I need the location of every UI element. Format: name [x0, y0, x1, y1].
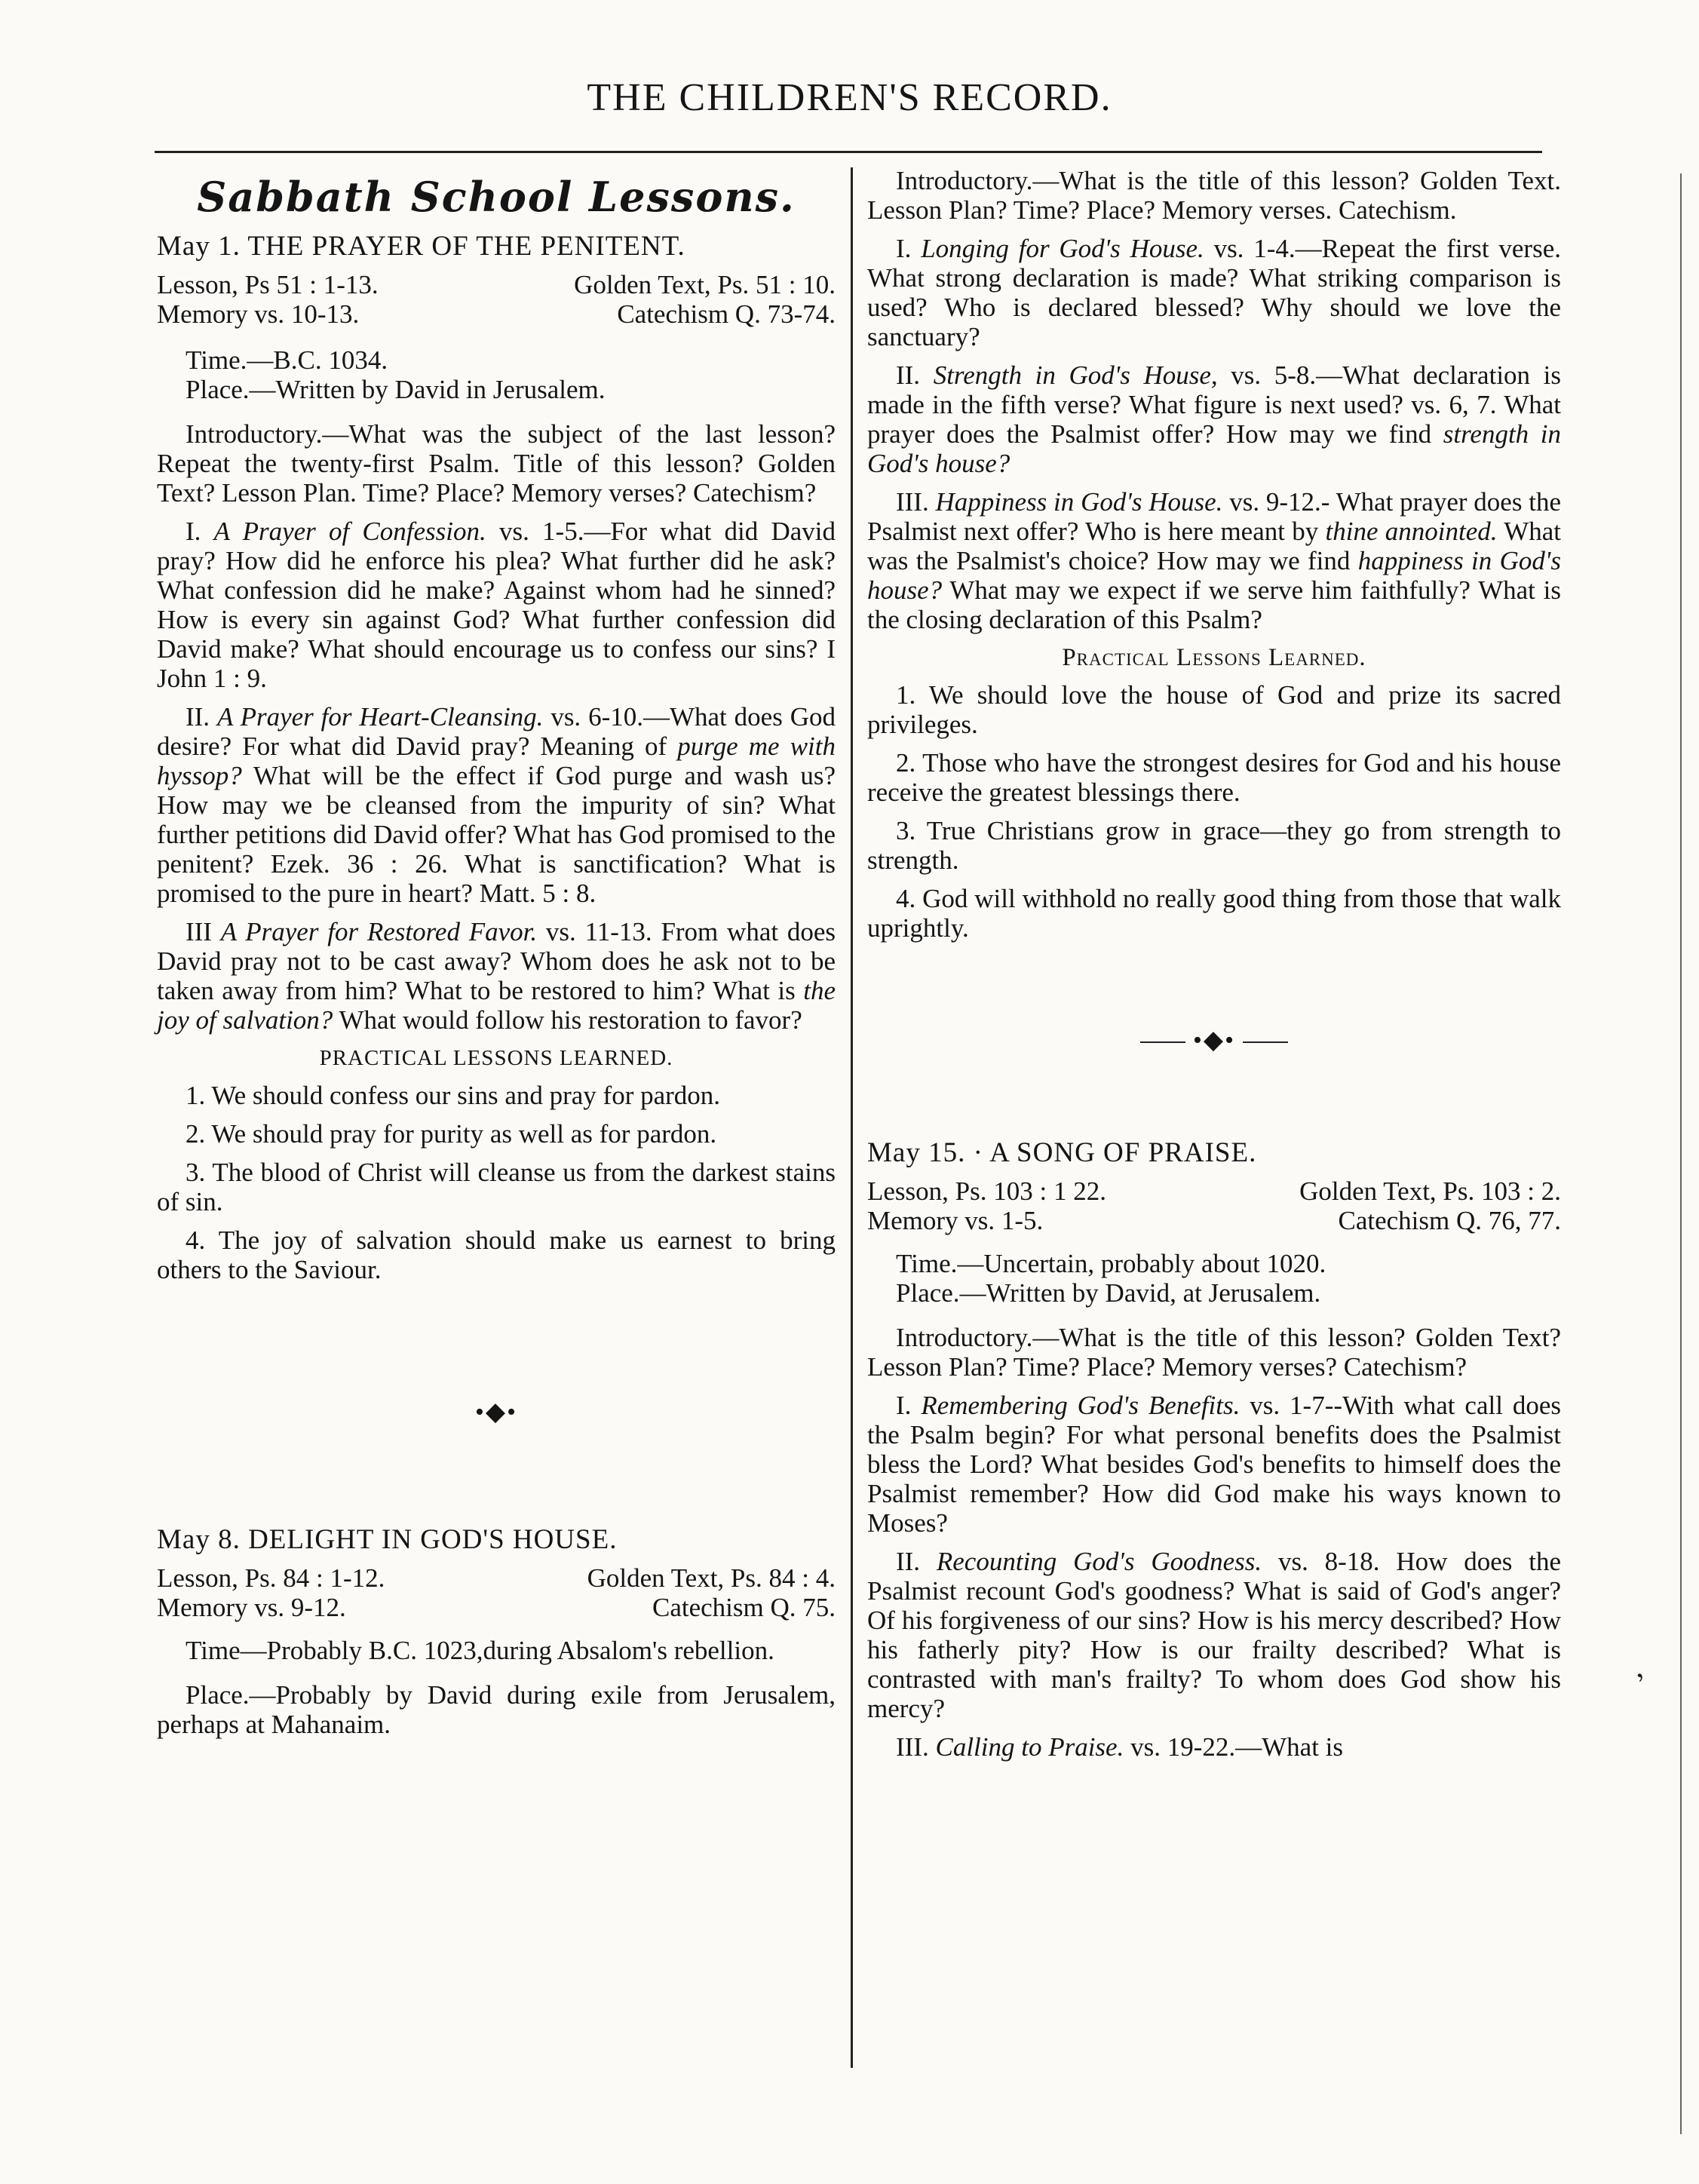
lesson-place: Place.—Written by David in Jerusalem. [186, 375, 606, 404]
lesson-introductory: Introductory.—What was the subject of the last lesson? Repeat the twenty-first Psalm. Title of this lesson? Golden Text? Lesson Plan. Time? Place? Memory verses? Catechism? [157, 419, 836, 508]
lesson-date: May 15. · [867, 1137, 983, 1168]
section-text: vs. 8-18. How does the Psalmist recount God's goodness? What is said of God's anger? Of his forgiveness of our sins? How is his mercy described? How his fatherly pity? How is our frailty described? What is contrasted with man's frailty? To whom does God show his mercy? [867, 1547, 1561, 1723]
section-title-italic: Recounting God's Goodness. [936, 1547, 1262, 1576]
lesson-section-3 [867, 1732, 1561, 1762]
lesson-introductory: Introductory.—What is the title of this lesson? Golden Text. Lesson Plan? Time? Place? Memory verses. Catechism. [867, 166, 1561, 225]
practical-lesson-item: 1. We should confess our sins and pray for pardon. [186, 1081, 721, 1110]
lesson-reference: Lesson, Ps. 103 : 1 22. [867, 1176, 1106, 1206]
section-text: vs. 6-10.—What does God desire? For what did David pray? Meaning of [157, 702, 836, 761]
lesson-introductory: Introductory.—What is the title of this lesson? Golden Text? Lesson Plan? Time? Place? Memory verses? Catechism? [867, 1323, 1561, 1382]
section-text: What would follow his restoration to favor? [339, 1005, 802, 1035]
lesson-time: Time.—Uncertain, probably about 1020. [896, 1249, 1326, 1278]
lesson-memory-line [867, 1206, 1561, 1235]
section-title-italic: A Prayer for Restored Favor. [220, 917, 538, 946]
ornament-glyph: •◆• [1193, 1026, 1235, 1054]
lesson-section-3 [867, 487, 1561, 634]
lesson-date: May 1. [157, 231, 241, 262]
section-number: III. [896, 487, 929, 517]
section-text: What may we expect if we serve him faithfully? What is the closing declaration of this Psalm? [867, 575, 1561, 634]
left-column [157, 166, 836, 1748]
page-header: THE CHILDREN'S RECORD. [587, 76, 1112, 119]
practical-lesson-item: 3. The blood of Christ will cleanse us from the darkest stains of sin. [157, 1158, 836, 1216]
section-italic-phrase: strength in God's house? [867, 419, 1561, 478]
lesson-section-2 [867, 360, 1561, 478]
section-number: II. [186, 702, 210, 732]
section-italic-phrase: purge me with hyssop? [157, 732, 836, 790]
section-text: vs. 11-13. From what does David pray not to be cast away? Whom does he ask not to be taken away from him? What to be restored to him? What is [157, 917, 836, 1005]
section-text: vs. 1-4.—Repeat the first verse. What strong declaration is made? What striking comparison is used? Who is declared blessed? Why should we love the sanctuary? [867, 234, 1561, 351]
lesson-title: DELIGHT IN GOD'S HOUSE. [248, 1524, 618, 1555]
ornament-glyph: •◆• [475, 1398, 517, 1426]
section-text: vs. 1-5.—For what did David pray? How did he enforce his plea? What further did he ask? What confession did he make? Against whom had he sinned? How is every sin against God? What further confession did David make? What should encourage us to confess our sins? I John 1 : 9. [157, 517, 836, 693]
lesson-time: Time.—B.C. 1034. [186, 345, 388, 375]
section-title-italic: Strength in God's House, [933, 360, 1218, 390]
catechism-reference: Catechism Q. 76, 77. [1338, 1206, 1561, 1235]
golden-text-reference: Golden Text, Ps. 51 : 10. [574, 270, 836, 299]
ornament-divider [157, 1397, 836, 1427]
section-number: I. [896, 1391, 912, 1420]
section-title-italic: Happiness in God's House. [935, 487, 1223, 517]
lesson-place: Place.—Probably by David during exile from Jerusalem, perhaps at Mahanaim. [157, 1680, 836, 1739]
lesson-section-1 [157, 517, 836, 693]
section-italic-phrase: happiness in God's house? [867, 546, 1561, 605]
ornament-rule [1243, 1041, 1288, 1043]
section-title-italic: A Prayer of Confession. [213, 517, 486, 546]
page-edge-line [1680, 173, 1682, 2134]
section-number: I. [186, 517, 201, 546]
margin-mark: ʼ [1631, 1665, 1655, 1701]
golden-text-reference: Golden Text, Ps. 103 : 2. [1299, 1176, 1561, 1206]
section-italic-phrase: the joy of salvation? [157, 976, 836, 1035]
section-title: Sabbath School Lessons. [197, 173, 796, 221]
right-column [867, 166, 1561, 1771]
header-rule [155, 151, 1542, 153]
practical-lessons-heading: Practical Lessons Learned. [1062, 644, 1366, 671]
memory-verses: Memory vs. 9-12. [157, 1593, 346, 1622]
section-title-italic: Calling to Praise. [935, 1732, 1124, 1762]
practical-lesson-item: 2. Those who have the strongest desires for God and his house receive the greatest blessings there. [867, 748, 1561, 807]
practical-lesson-item: 1. We should love the house of God and prize its sacred privileges. [867, 680, 1561, 739]
lesson-heading-may-1 [157, 232, 836, 261]
practical-lesson-item: 3. True Christians grow in grace—they go from strength to strength. [867, 816, 1561, 875]
practical-lessons-heading: PRACTICAL LESSONS LEARNED. [319, 1046, 673, 1070]
section-italic-phrase: thine annointed. [1325, 517, 1498, 546]
golden-text-reference: Golden Text, Ps. 84 : 4. [587, 1563, 836, 1593]
section-text: What will be the effect if God purge and wash us? How may we be cleansed from the impurity of sin? What further petitions did David offer? What has God promised to the penitent? Ezek. 36 : 26. What is sanctification? What is promised to the pure in heart? Matt. 5 : 8. [157, 761, 836, 908]
memory-verses: Memory vs. 1-5. [867, 1206, 1044, 1235]
section-text: What was the Psalmist's choice? How may we find [867, 517, 1561, 575]
lesson-memory-line [157, 299, 836, 329]
lesson-memory-line [157, 1593, 836, 1622]
section-number: III [186, 917, 212, 946]
lesson-heading-may-8 [157, 1525, 836, 1554]
section-text: vs. 9-12.- What prayer does the Psalmist next offer? Who is here meant by [867, 487, 1561, 546]
lesson-title: A SONG OF PRAISE. [989, 1137, 1257, 1168]
lesson-section-3 [157, 917, 836, 1035]
lesson-section-2 [157, 702, 836, 908]
section-text: vs. 19-22.—What is [1130, 1732, 1344, 1762]
lesson-reference: Lesson, Ps 51 : 1-13. [157, 270, 379, 299]
lesson-reference: Lesson, Ps. 84 : 1-12. [157, 1563, 385, 1593]
lesson-heading-may-15 [867, 1138, 1561, 1167]
practical-lesson-item: 4. God will withhold no really good thing from those that walk uprightly. [867, 884, 1561, 943]
lesson-ref-line [157, 270, 836, 299]
section-number: I. [896, 234, 912, 263]
section-title-italic: Remembering God's Benefits. [921, 1391, 1241, 1420]
section-number: II. [896, 1547, 921, 1576]
section-title-italic: A Prayer for Heart-Cleansing. [216, 702, 544, 732]
lesson-place: Place.—Written by David, at Jerusalem. [896, 1278, 1321, 1308]
lesson-time: Time—Probably B.C. 1023,during Absalom's rebellion. [186, 1636, 774, 1665]
lesson-section-1 [867, 1391, 1561, 1538]
section-number: III. [896, 1732, 929, 1762]
ornament-divider [867, 1026, 1561, 1055]
lesson-ref-line [157, 1563, 836, 1593]
lesson-date: May 8. [157, 1524, 241, 1555]
section-text: vs. 5-8.—What declaration is made in the fifth verse? What figure is next used? vs. 6, 7. What prayer does the Psalmist offer? How may we find [867, 360, 1562, 449]
lesson-ref-line [867, 1176, 1561, 1206]
memory-verses: Memory vs. 10-13. [157, 299, 360, 329]
catechism-reference: Catechism Q. 73-74. [617, 299, 836, 329]
lesson-section-2 [867, 1547, 1561, 1723]
ornament-rule [1140, 1041, 1185, 1043]
practical-lesson-item: 2. We should pray for purity as well as for pardon. [186, 1119, 717, 1149]
practical-lesson-item: 4. The joy of salvation should make us earnest to bring others to the Saviour. [157, 1225, 836, 1284]
lesson-section-1 [867, 234, 1561, 351]
section-text: vs. 1-7--With what call does the Psalm begin? For what personal benefits does the Psalmist bless the Lord? What besides God's benefits to himself does the Psalmist remember? How did God make his ways known to Moses? [867, 1391, 1562, 1538]
lesson-title: THE PRAYER OF THE PENITENT. [247, 231, 685, 262]
section-number: II. [896, 360, 921, 390]
section-title-italic: Longing for God's House. [921, 234, 1204, 263]
catechism-reference: Catechism Q. 75. [652, 1593, 836, 1622]
column-divider [851, 167, 853, 2068]
